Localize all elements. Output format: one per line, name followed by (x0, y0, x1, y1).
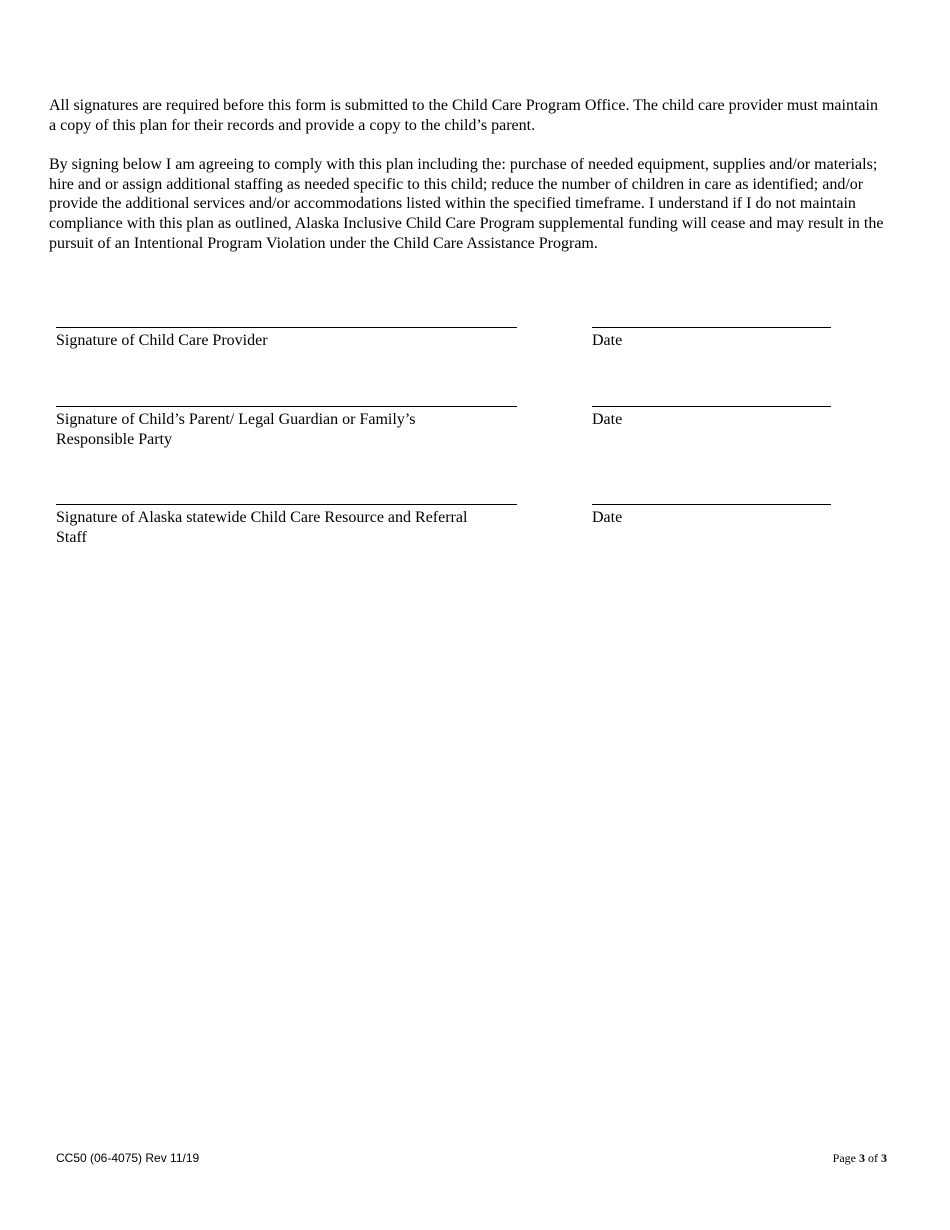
page-of: of (868, 1151, 878, 1165)
parent-signature-label: Signature of Child’s Parent/ Legal Guardian or Family’s Responsible Party (56, 411, 416, 448)
parent-date-line[interactable] (592, 406, 831, 407)
staff-signature-line[interactable] (56, 504, 517, 505)
agreement-paragraph: By signing below I am agreeing to comply with this plan including the: purchase of needed equipment, supplies and/or materials; hire and or assign additional staffing as needed specific to this child; reduce the number of children in care as identified; and/or provide the additional services and/or accommodations listed within the specified timeframe. I understand if I do not maintain compliance with this plan as outlined, Alaska Inclusive Child Care Program supplemental funding will cease and may result in the pursuit of an Intentional Program Violation under the Child Care Assistance Program. (49, 156, 884, 252)
page-current: 3 (859, 1151, 865, 1165)
parent-date-label: Date (592, 411, 623, 428)
page-prefix: Page (832, 1151, 856, 1165)
parent-signature-line[interactable] (56, 406, 517, 407)
provider-date-line[interactable] (592, 327, 831, 328)
provider-date-label: Date (592, 332, 623, 349)
page-number (833, 1151, 887, 1165)
staff-date-line[interactable] (592, 504, 831, 505)
form-id: CC50 (06-4075) Rev 11/19 (56, 1151, 200, 1165)
instructions-paragraph: All signatures are required before this form is submitted to the Child Care Program Office. The child care provider must maintain a copy of this plan for their records and provide a copy to the child’s parent. (49, 97, 878, 134)
provider-signature-label: Signature of Child Care Provider (56, 332, 268, 349)
provider-signature-line[interactable] (56, 327, 517, 328)
staff-signature-label: Signature of Alaska statewide Child Care Resource and Referral Staff (56, 509, 468, 546)
staff-date-label: Date (592, 509, 623, 526)
page-total: 3 (881, 1151, 887, 1165)
